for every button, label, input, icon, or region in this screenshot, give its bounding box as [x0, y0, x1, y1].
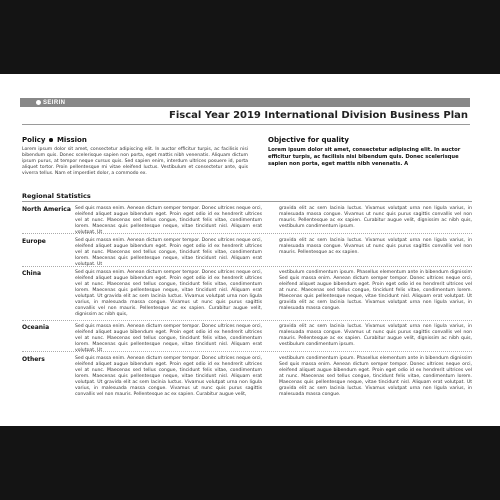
region-name: Europe — [22, 238, 46, 245]
policy-section — [22, 136, 248, 177]
document-page — [0, 74, 500, 426]
region-divider — [22, 320, 472, 321]
region-name: North America — [22, 206, 71, 213]
region-text-right: vestibulum condimentum ipsum. Phasellus elementum ante in bibendum dignissim Sed quis massa enim. Aenean dictum semper tempor. Donec ultrices neque orci, eleifend aliquet augue bibendum eget. Proin eget odio id ex hendrerit ultrices vel at nunc. Maecenas sed tellus congue, tincidunt felis vitae, condimentum lorem. Maecenas quis pellentesque neque, vitae tincidunt nisl. Aliquam erat volutpat. Ut gravida elit ac sem lacinia luctus. Vivamus volutpat urna non ligula varius, in malesuada massa congue. — [279, 270, 472, 311]
logo — [36, 98, 65, 107]
policy-text: Lorem ipsum dolor sit amet, consectetur adipiscing elit. In auctor efficitur turpis, ac facilisis nisi bibendum quis. Donec scelerisque sapien non porta, eget mattis nibh venenatis. Aliquam dictum ipsum purus, at tempor neque cursus quis. Sed sapien enim, interdum ultrices posuere id, porta aliquet tortor. Proin pellentesque mi vitae eleifend luctus. Vestibulum et consectetur ante, quis viverra tellus. Nam et imperdiet dolor, a commodo ex. — [22, 147, 248, 176]
quality-section — [268, 136, 472, 168]
region-text-left: Sed quis massa enim. Aenean dictum semper tempor. Donec ultrices neque orci, eleifend aliquet augue bibendum eget. Proin eget odio id ex hendrerit ultrices vel at nunc. Maecenas sed tellus congue, tincidunt felis vitae, condimentum lorem. Maecenas quis pellentesque neque, vitae tincidunt nisl. Aliquam erat volutpat. Ut gravida elit ac sem lacinia luctus. Vivamus volutpat urna non ligula varius, in malesuada massa congue. Vivamus ut nunc quis purus sagittis convallis vel non mauris. Pellentesque ac ex sapien. Curabitur augue velit, dignissim ac nibh quis, — [75, 270, 262, 317]
quality-heading: Objective for quality — [268, 136, 349, 144]
region-divider — [22, 351, 472, 352]
region-divider — [22, 266, 472, 267]
bullet-icon — [49, 138, 53, 142]
policy-heading-right: Mission — [56, 136, 87, 144]
region-text-left: Sed quis massa enim. Aenean dictum semper tempor. Donec ultrices neque orci, eleifend aliquet augue bibendum eget. Proin eget odio id ex hendrerit ultrices vel at nunc. Maecenas sed tellus congue, tincidunt felis vitae, condimentum lorem. Maecenas quis pellentesque neque, vitae tincidunt nisl. Aliquam erat volutpat. Ut — [75, 206, 262, 235]
page-title: Fiscal Year 2019 International Division Business Plan — [169, 110, 468, 121]
region-text-right: gravida elit ac sem lacinia luctus. Vivamus volutpat urna non ligula varius, in malesuada massa congue. Vivamus ut nunc quis purus sagittis convallis vel non mauris. Pellentesque ac ex sapien. Curabitur augue velit, dignissim ac nibh quis, vestibulum condimentum ipsum. — [279, 324, 472, 347]
regional-heading: Regional Statistics — [22, 192, 91, 200]
region-text-right: gravida elit ac sem lacinia luctus. Vivamus volutpat urna non ligula varius, in malesuada massa congue. Vivamus ut nunc quis purus sagittis convallis vel non mauris. Pellentesque ac ex sapien. Curabitur augue velit, dignissim ac nibh quis, vestibulum condimentum ipsum. — [279, 206, 472, 229]
region-text-right: vestibulum condimentum ipsum. Phasellus elementum ante in bibendum dignissim Sed quis massa enim. Aenean dictum semper tempor. Donec ultrices neque orci, eleifend aliquet augue bibendum eget. Proin eget odio id ex hendrerit ultrices vel at nunc. Maecenas sed tellus congue, tincidunt felis vitae, condimentum lorem. Maecenas quis pellentesque neque, vitae tincidunt nisl. Aliquam erat volutpat. Ut gravida elit ac sem lacinia luctus. Vivamus volutpat urna non ligula varius, in malesuada massa congue. — [279, 356, 472, 397]
header-bar — [20, 98, 470, 107]
policy-heading-left: Policy — [22, 136, 46, 144]
title-divider — [22, 124, 470, 125]
region-text-left: Sed quis massa enim. Aenean dictum semper tempor. Donec ultrices neque orci, eleifend aliquet augue bibendum eget. Proin eget odio id ex hendrerit ultrices vel at nunc. Maecenas sed tellus congue, tincidunt felis vitae, condimentum lorem. Maecenas quis pellentesque neque, vitae tincidunt nisl. Aliquam erat volutpat. Ut — [75, 238, 262, 267]
quality-text: Lorem ipsum dolor sit amet, consectetur adipiscing elit. In auctor efficitur turpis, ac facilisis nisi bibendum quis. Donec scelerisque sapien non porta, eget mattis nibh venenatis. A — [268, 147, 461, 167]
regional-divider — [22, 201, 472, 202]
policy-heading — [22, 136, 248, 144]
region-name: China — [22, 270, 42, 277]
region-text-left: Sed quis massa enim. Aenean dictum semper tempor. Donec ultrices neque orci, eleifend aliquet augue bibendum eget. Proin eget odio id ex hendrerit ultrices vel at nunc. Maecenas sed tellus congue, tincidunt felis vitae, condimentum lorem. Maecenas quis pellentesque neque, vitae tincidunt nisl. Aliquam erat volutpat. Ut — [75, 324, 262, 353]
logo-mark-icon — [36, 100, 41, 105]
logo-text: SEIRIN — [43, 99, 66, 106]
region-name: Oceania — [22, 324, 50, 331]
region-text-left: Sed quis massa enim. Aenean dictum semper tempor. Donec ultrices neque orci, eleifend aliquet augue bibendum eget. Proin eget odio id ex hendrerit ultrices vel at nunc. Maecenas sed tellus congue, tincidunt felis vitae, condimentum lorem. Maecenas quis pellentesque neque, vitae tincidunt nisl. Aliquam erat volutpat. Ut gravida elit ac sem lacinia luctus. Vivamus volutpat urna non ligula varius, in malesuada massa congue. Vivamus ut nunc quis purus sagittis convallis vel non mauris. Pellentesque ac ex sapien. Curabitur augue velit, — [75, 356, 262, 397]
region-divider — [22, 233, 472, 234]
region-name: Others — [22, 356, 45, 363]
region-text-right: gravida elit ac sem lacinia luctus. Vivamus volutpat urna non ligula varius, in malesuada massa congue. Vivamus ut nunc quis purus sagittis convallis vel non mauris. Pellentesque ac ex sapien. — [279, 238, 472, 255]
